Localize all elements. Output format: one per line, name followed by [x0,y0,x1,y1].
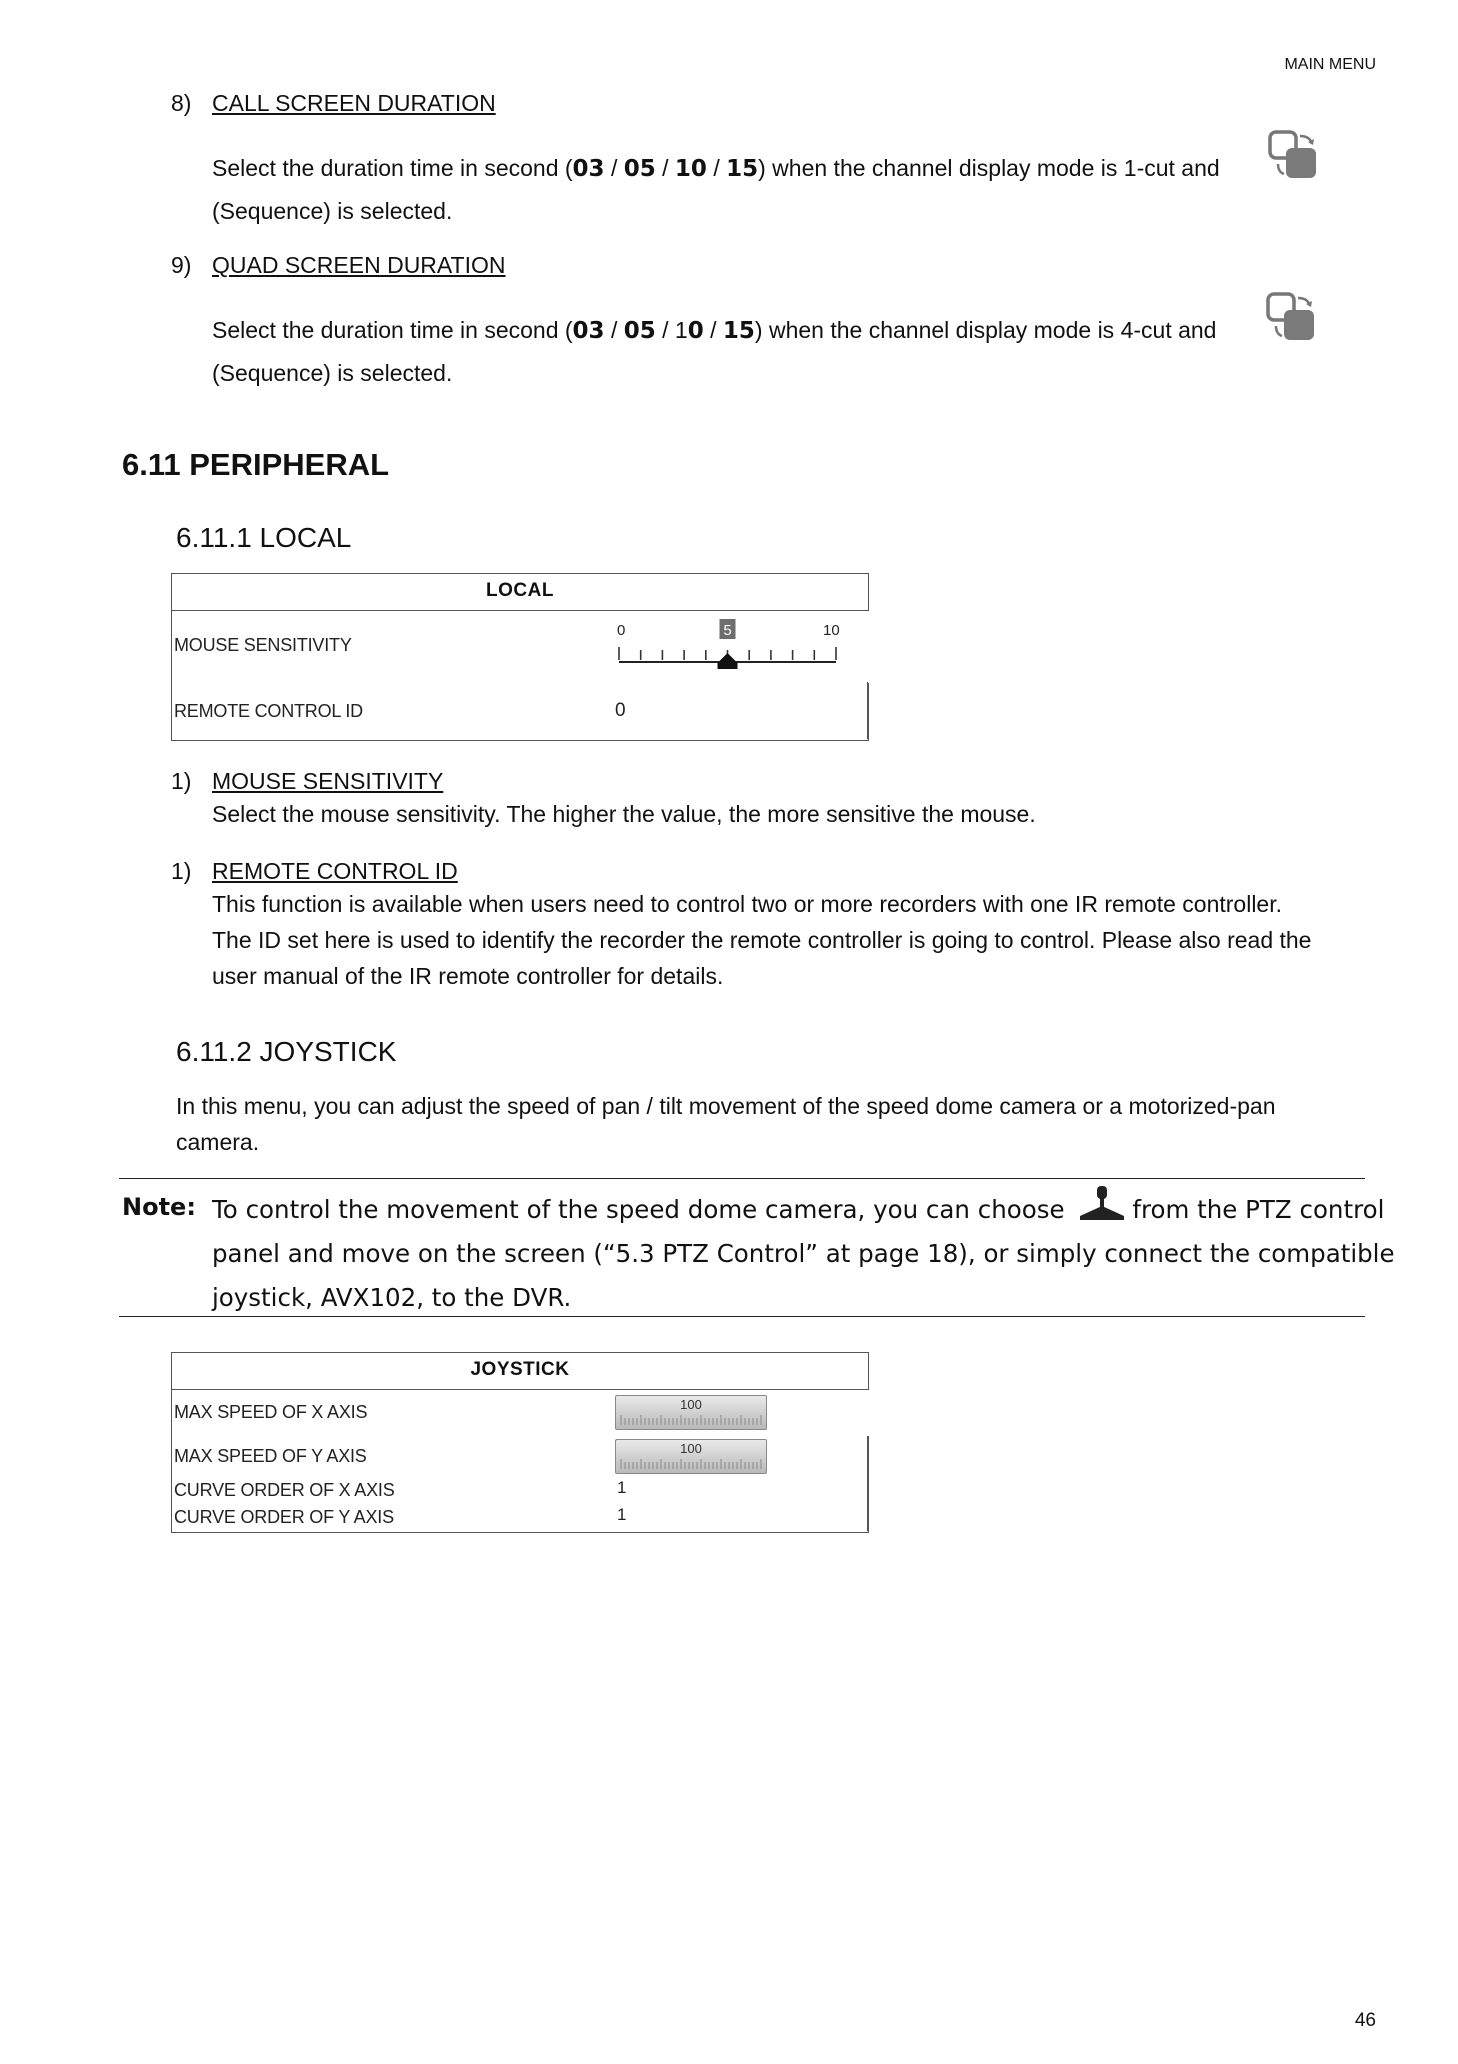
item-number: 1) [171,768,192,794]
mouse-sensitivity-slider[interactable] [611,613,867,679]
item-number: 9) [171,252,192,278]
max-speed-x-gauge[interactable] [615,1395,767,1430]
menu-label-max-speed-y: MAX SPEED OF Y AXIS [174,1446,367,1466]
note-text [212,1186,1395,1320]
description-line: This function is available when users need to control two or more recorders with one IR remote controller. [212,891,1283,917]
section-heading: 6.11 PERIPHERAL [122,447,390,482]
item-title-mouse-sensitivity: MOUSE SENSITIVITY [212,768,444,794]
note-line2: panel and move on the screen (“5.3 PTZ Control” at page 18), or simply connect the compatible [212,1239,1395,1268]
item-number: 1) [171,858,192,884]
menu-title: LOCAL [486,580,554,601]
slider-thumb[interactable] [718,653,738,669]
description-line: The ID set here is used to identify the recorder the remote controller is going to control. Please also read the [212,927,1312,953]
item8-description: Select the duration time in second (03 / 05 / 10 / 15) when the channel display mode is 1-cut and [212,155,1220,182]
mouse-sensitivity-description: Select the mouse sensitivity. The higher the value, the more sensitive the mouse. [212,801,1036,827]
menu-label-curve-order-y: CURVE ORDER OF Y AXIS [174,1507,394,1527]
gauge-value: 100 [680,1397,702,1412]
note-line3: joystick, AVX102, to the DVR. [212,1283,572,1312]
slider-min-label: 0 [617,622,626,639]
subsection-heading-local: 6.11.1 LOCAL [176,522,352,553]
note-line1-pre: To control the movement of the speed dome camera, you can choose [212,1195,1065,1224]
menu-label-mouse-sensitivity: MOUSE SENSITIVITY [174,635,352,655]
item-title-remote-control-id: REMOTE CONTROL ID [212,858,458,884]
menu-label-remote-control-id: REMOTE CONTROL ID [174,701,363,721]
joystick-icon [1078,1186,1126,1222]
note-label: Note: [122,1193,196,1221]
curve-order-y-value[interactable]: 1 [617,1505,627,1524]
note-bottom-rule [119,1316,1365,1317]
item9-description-line2: (Sequence) is selected. [212,360,453,386]
note-line1-post: from the PTZ control [1132,1195,1385,1224]
menu-title: JOYSTICK [470,1359,570,1380]
running-header: MAIN MENU [1284,56,1376,73]
local-menu [171,573,869,743]
joystick-menu [171,1352,869,1534]
gauge-value: 100 [680,1441,702,1456]
curve-order-x-value[interactable]: 1 [617,1478,627,1497]
subsection-heading-joystick: 6.11.2 JOYSTICK [176,1036,397,1067]
item-title-call-screen-duration: CALL SCREEN DURATION [212,90,496,116]
page-number: 46 [1354,2010,1376,2031]
sequence-icon [1266,128,1322,184]
menu-label-max-speed-x: MAX SPEED OF X AXIS [174,1402,368,1422]
intro-line: camera. [176,1129,260,1155]
description-line: user manual of the IR remote controller for details. [212,963,724,989]
gauge-ticks [619,1415,763,1425]
item-title-quad-screen-duration: QUAD SCREEN DURATION [212,252,506,278]
menu-label-curve-order-x: CURVE ORDER OF X AXIS [174,1480,395,1500]
max-speed-y-gauge[interactable] [615,1439,767,1474]
sequence-icon [1264,290,1320,346]
note-top-rule [119,1178,1365,1179]
slider-max-label: 10 [823,622,840,639]
remote-control-id-description [212,886,1311,994]
item8-description-line2: (Sequence) is selected. [212,198,453,224]
slider-value-label: 5 [723,622,732,639]
gauge-ticks [619,1459,763,1469]
joystick-intro [176,1088,1276,1160]
item-number: 8) [171,90,192,116]
intro-line: In this menu, you can adjust the speed of pan / tilt movement of the speed dome camera or a motorized-pan [176,1093,1276,1119]
item9-description: Select the duration time in second (03 / 05 / 10 / 15) when the channel display mode is 4-cut and [212,317,1217,344]
remote-control-id-value[interactable]: 0 [615,700,626,721]
